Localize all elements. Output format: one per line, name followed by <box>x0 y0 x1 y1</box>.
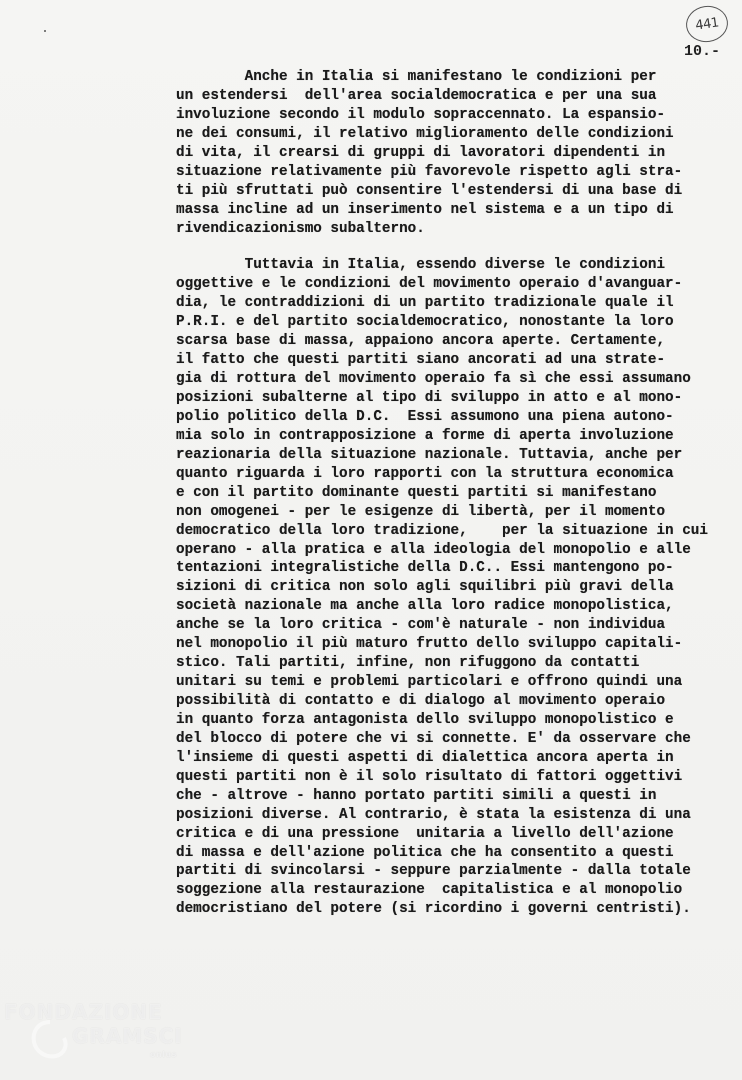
text-line: non omogenei - per le esigenze di libertà, per il momento <box>176 503 666 520</box>
text-line: P.R.I. e del partito socialdemocratico, nonostante la loro <box>176 314 674 331</box>
text-line: ne dei consumi, il relativo miglioramento delle condizioni <box>176 125 674 142</box>
text-line: Tuttavia in Italia, essendo diverse le condizioni <box>176 257 666 274</box>
text-line: massa incline ad un inserimento nel sistema e a un tipo di <box>176 201 674 218</box>
page-number: 10.- <box>684 43 721 60</box>
text-line: società nazionale ma anche alla loro radice monopolistica, <box>176 598 674 615</box>
text-line: ti più sfruttati può consentire l'estendersi di una base di <box>176 182 683 199</box>
text-line: in quanto forza antagonista dello sviluppo monopolistico e <box>176 711 674 728</box>
text-line: oggettive e le condizioni del movimento operaio d'avanguar- <box>176 276 683 293</box>
watermark-swirl-icon <box>28 1018 72 1062</box>
archive-stamp-number <box>684 3 731 44</box>
text-line: involuzione secondo il modulo sopraccennato. La espansio- <box>176 106 666 123</box>
text-line: operano - alla pratica e alla ideologia del monopolio e alle <box>176 541 691 558</box>
fondazione-gramsci-watermark-logo <box>0 996 190 1066</box>
watermark-line-2: GRAMSCI <box>72 1024 183 1048</box>
document-body <box>176 68 716 919</box>
text-line: di vita, il crearsi di gruppi di lavoratori dipendenti in <box>176 144 666 161</box>
text-line: soggezione alla restaurazione capitalistica e al monopolio <box>176 882 683 899</box>
text-line: il fatto che questi partiti siano ancorati ad una strate- <box>176 352 666 369</box>
text-line: e con il partito dominante questi partiti si manifestano <box>176 484 657 501</box>
text-line: situazione relativamente più favorevole rispetto agli stra- <box>176 163 683 180</box>
archive-stamp-text: 441 <box>694 14 720 34</box>
text-line: rivendicazionismo subalterno. <box>176 220 425 237</box>
text-line: democristiano del potere (si ricordino i governi centristi). <box>176 901 691 918</box>
text-line: stico. Tali partiti, infine, non rifuggono da contatti <box>176 655 640 672</box>
watermark-line-1: FONDAZIONE <box>4 1000 163 1024</box>
text-line: di massa e dell'azione politica che ha consentito a questi <box>176 844 674 861</box>
paragraph <box>176 68 716 238</box>
text-line: unitari su temi e problemi particolari e offrono quindi una <box>176 674 683 691</box>
text-line: dia, le contraddizioni di un partito tradizionale quale il <box>176 295 674 312</box>
text-line: questi partiti non è il solo risultato di fattori oggettivi <box>176 768 683 785</box>
text-line: democratico della loro tradizione, per la situazione in cui <box>176 522 708 539</box>
text-line: critica e di una pressione unitaria a livello dell'azione <box>176 825 674 842</box>
text-line: mia solo in contrapposizione a forme di aperta involuzione <box>176 427 674 444</box>
text-line: polio politico della D.C. Essi assumono una piena autono- <box>176 408 674 425</box>
paragraph <box>176 256 716 919</box>
text-line: posizioni diverse. Al contrario, è stata la esistenza di una <box>176 806 691 823</box>
paragraph-gap <box>176 238 716 256</box>
text-line: partiti di svincolarsi - seppure parzialmente - dalla totale <box>176 863 691 880</box>
text-line: del blocco di potere che vi si connette. E' da osservare che <box>176 730 691 747</box>
text-line: posizioni subalterne al tipo di sviluppo in atto e al mono- <box>176 390 683 406</box>
paper-speck <box>44 30 46 32</box>
text-line: nel monopolio il più maturo frutto dello sviluppo capitali- <box>176 636 683 653</box>
text-line: scarsa base di massa, appaiono ancora aperte. Certamente, <box>176 333 666 350</box>
text-line: gia di rottura del movimento operaio fa sì che essi assumano <box>176 371 691 388</box>
text-line: quanto riguarda i loro rapporti con la struttura economica <box>176 465 674 482</box>
text-line: reazionaria della situazione nazionale. Tuttavia, anche per <box>176 446 683 463</box>
text-line: l'insieme di questi aspetti di dialettica ancora aperta in <box>176 749 674 766</box>
text-line: sizioni di critica non solo agli squilibri più gravi della <box>176 579 674 596</box>
text-line: anche se la loro critica - com'è naturale - non individua <box>176 617 666 634</box>
text-line: un estendersi dell'area socialdemocratica e per una sua <box>176 87 657 104</box>
text-line: possibilità di contatto e di dialogo al movimento operaio <box>176 693 666 709</box>
watermark-line-3: onlus <box>150 1050 177 1059</box>
text-line: Anche in Italia si manifestano le condizioni per <box>176 69 657 85</box>
text-line: che - altrove - hanno portato partiti simili a questi in <box>176 787 657 804</box>
text-line: tentazioni integralistiche della D.C.. Essi mantengono po- <box>176 560 674 577</box>
